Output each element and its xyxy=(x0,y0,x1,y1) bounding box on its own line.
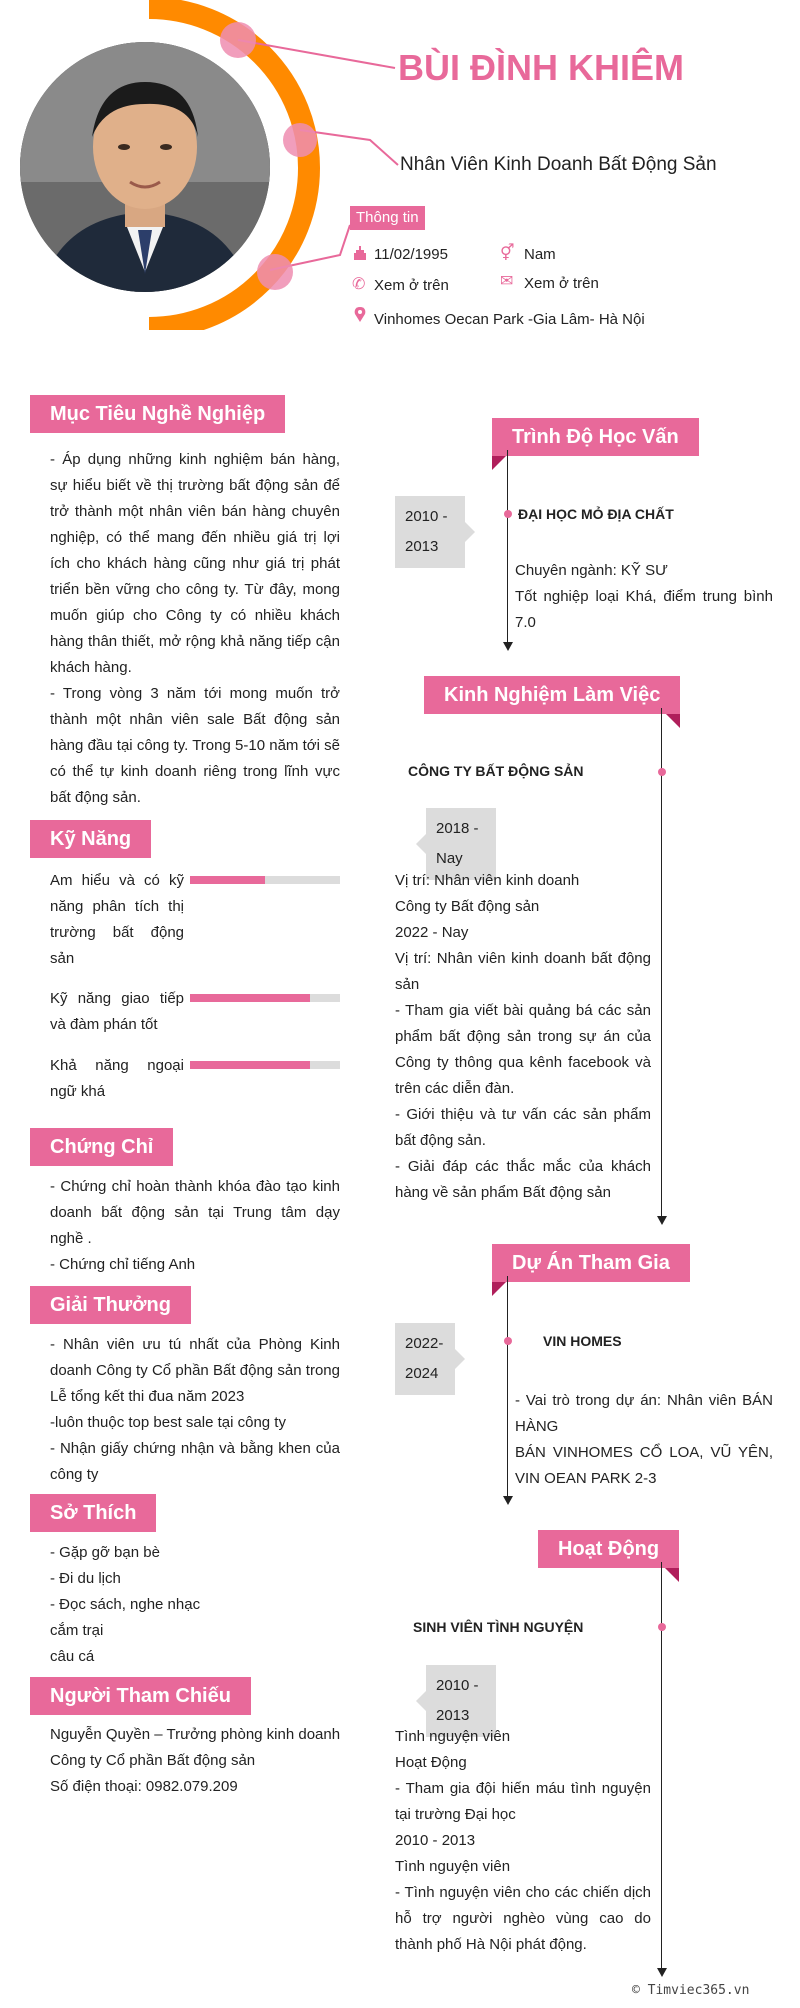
certificates-title: Chứng Chỉ xyxy=(30,1128,173,1166)
activities-line: - Tham gia đội hiến máu tình nguyện tại trường Đại học xyxy=(395,1780,651,1823)
education-school: ĐẠI HỌC MỎ ĐỊA CHẤT xyxy=(518,506,674,522)
award-line: - Nhận giấy chứng nhận và bằng khen của công ty xyxy=(50,1440,340,1483)
experience-line: Vị trí: Nhân viên kinh doanh xyxy=(395,872,580,889)
dob-value: 11/02/1995 xyxy=(374,246,448,263)
activities-dot xyxy=(658,1623,666,1631)
hobby-line: cắm trại xyxy=(50,1622,104,1639)
phone-icon: ✆ xyxy=(352,276,366,293)
education-date: 2010 - 2013 xyxy=(395,496,465,568)
activities-org: SINH VIÊN TÌNH NGUYỆN xyxy=(413,1619,584,1635)
skill-label: Am hiểu và có kỹ năng phân tích thị trường bất động sản xyxy=(50,872,184,967)
phone-value: Xem ở trên xyxy=(374,277,449,294)
experience-line: 2022 - Nay xyxy=(395,924,469,941)
activities-line: Tình nguyện viên xyxy=(395,1728,511,1745)
objective-title: Mục Tiêu Nghề Nghiệp xyxy=(30,395,285,433)
certificate-line: - Chứng chỉ tiếng Anh xyxy=(50,1256,196,1273)
education-title: Trình Độ Học Vấn xyxy=(492,418,699,456)
references-title: Người Tham Chiếu xyxy=(30,1677,251,1715)
awards-text xyxy=(50,1332,340,1488)
activities-title: Hoạt Động xyxy=(538,1530,679,1568)
email-icon: ✉ xyxy=(500,273,514,290)
projects-line: BÁN VINHOMES CỔ LOA, VŨ YÊN, VIN OEAN PARK 2-3 xyxy=(515,1444,773,1487)
candidate-name: BÙI ĐÌNH KHIÊM xyxy=(398,47,684,88)
info-label: Thông tin xyxy=(350,206,425,230)
certificates-text xyxy=(50,1174,340,1278)
job-title: Nhân Viên Kinh Doanh Bất Động Sản xyxy=(400,154,717,175)
activities-line: Tình nguyện viên xyxy=(395,1858,511,1875)
experience-timeline xyxy=(661,708,662,1218)
gender-value: Nam xyxy=(524,246,556,263)
skill-label: Khả năng ngoại ngữ khá xyxy=(50,1057,184,1100)
experience-date: 2018 - Nay xyxy=(426,808,496,880)
projects-details xyxy=(515,1388,773,1492)
gender-icon: ⚥ xyxy=(500,245,515,262)
hobby-line: - Đi du lịch xyxy=(50,1570,121,1587)
activities-line: Hoạt Động xyxy=(395,1754,467,1771)
activities-line: - Tình nguyện viên cho các chiến dịch hỗ trợ người nghèo vùng cao do thành phố Hà Nội phát động. xyxy=(395,1884,651,1953)
objective-line: - Áp dụng những kinh nghiệm bán hàng, sự hiểu biết về thị trường bất động sản để trở thành một nhân viên bán hàng chuyên nghiệp, có thể mang đến nhiều giá trị lợi ích cho khách hàng cũng như giá trị phát triển bền vững cho công ty. Từ đây, mong muốn giúp cho Công ty có nhiều khách hàng thân thiết, mở rộng khả năng tiếp cận khách hàng. xyxy=(50,451,340,676)
education-timeline xyxy=(507,450,508,642)
reference-line: Công ty Cổ phần Bất động sản xyxy=(50,1752,256,1769)
skills-title: Kỹ Năng xyxy=(30,820,151,858)
activities-timeline-arrow xyxy=(657,1968,667,1977)
projects-date: 2022- 2024 xyxy=(395,1323,455,1395)
experience-line: Công ty Bất động sản xyxy=(395,898,540,915)
experience-company: CÔNG TY BẤT ĐỘNG SẢN xyxy=(408,763,584,779)
experience-dot xyxy=(658,768,666,776)
activities-date: 2010 - 2013 xyxy=(426,1665,496,1737)
awards-title: Giải Thưởng xyxy=(30,1286,191,1324)
skill-bar xyxy=(190,876,340,884)
projects-dot xyxy=(504,1337,512,1345)
reference-line: Nguyễn Quyền – Trưởng phòng kinh doanh xyxy=(50,1726,341,1743)
experience-line: - Giải đáp các thắc mắc của khách hàng về sản phẩm Bất động sản xyxy=(395,1158,651,1201)
avatar-image xyxy=(20,42,270,292)
experience-line: Vị trí: Nhân viên kinh doanh bất động sản xyxy=(395,950,651,993)
experience-details xyxy=(395,868,651,1206)
skill-label: Kỹ năng giao tiếp và đàm phán tốt xyxy=(50,990,184,1033)
hobbies-title: Sở Thích xyxy=(30,1494,156,1532)
references-text xyxy=(50,1722,350,1800)
avatar xyxy=(20,42,270,292)
certificate-line: - Chứng chỉ hoàn thành khóa đào tạo kinh doanh bất động sản tại Trung tâm dạy nghề . xyxy=(50,1178,340,1247)
projects-timeline-arrow xyxy=(503,1496,513,1505)
projects-line: - Vai trò trong dự án: Nhân viên BÁN HÀNG xyxy=(515,1392,773,1435)
skill-bar xyxy=(190,1061,340,1069)
experience-title: Kinh Nghiệm Làm Việc xyxy=(424,676,680,714)
birthday-cake-icon xyxy=(352,245,368,267)
award-line: - Nhân viên ưu tú nhất của Phòng Kinh doanh Công ty Cổ phần Bất động sản trong Lễ tổng kết thi đua năm 2023 xyxy=(50,1336,340,1405)
objective-text xyxy=(50,447,340,811)
hobby-line: - Đọc sách, nghe nhạc xyxy=(50,1596,201,1613)
education-dot xyxy=(504,510,512,518)
experience-line: - Giới thiệu và tư vấn các sản phẩm bất động sản. xyxy=(395,1106,651,1149)
hobbies-text xyxy=(50,1540,340,1670)
skill-bar-fill xyxy=(190,876,265,884)
objective-line: - Trong vòng 3 năm tới mong muốn trở thành một nhân viên sale Bất động sản hàng đầu tại công ty. Trong 5-10 năm tới sẽ có thể tự kinh doanh riêng trong lĩnh vực bất động sản. xyxy=(50,685,340,806)
hobby-line: câu cá xyxy=(50,1648,95,1665)
address-value: Vinhomes Oecan Park -Gia Lâm- Hà Nội xyxy=(374,311,645,328)
projects-name: VIN HOMES xyxy=(543,1333,622,1349)
education-line: Tốt nghiệp loại Khá, điểm trung bình 7.0 xyxy=(515,588,773,631)
activities-details xyxy=(395,1724,651,1958)
hobby-line: - Gặp gỡ bạn bè xyxy=(50,1544,160,1561)
location-icon xyxy=(352,306,368,330)
skill-bar xyxy=(190,994,340,1002)
activities-line: 2010 - 2013 xyxy=(395,1832,476,1849)
email-value: Xem ở trên xyxy=(524,275,599,292)
reference-line: Số điện thoại: 0982.079.209 xyxy=(50,1778,238,1795)
education-details xyxy=(515,558,773,636)
education-line: Chuyên ngành: KỸ SƯ xyxy=(515,562,668,579)
projects-title: Dự Án Tham Gia xyxy=(492,1244,690,1282)
skill-bar-fill xyxy=(190,994,310,1002)
projects-timeline xyxy=(507,1276,508,1498)
experience-timeline-arrow xyxy=(657,1216,667,1225)
award-line: -luôn thuộc top best sale tại công ty xyxy=(50,1414,286,1431)
experience-line: - Tham gia viết bài quảng bá các sản phẩm bất động sản trong sự án của Công ty thông qua kênh facebook và trên các diễn đàn. xyxy=(395,1002,651,1097)
skill-bar-fill xyxy=(190,1061,310,1069)
education-timeline-arrow xyxy=(503,642,513,651)
footer-watermark: © Timviec365.vn xyxy=(632,1983,750,1998)
